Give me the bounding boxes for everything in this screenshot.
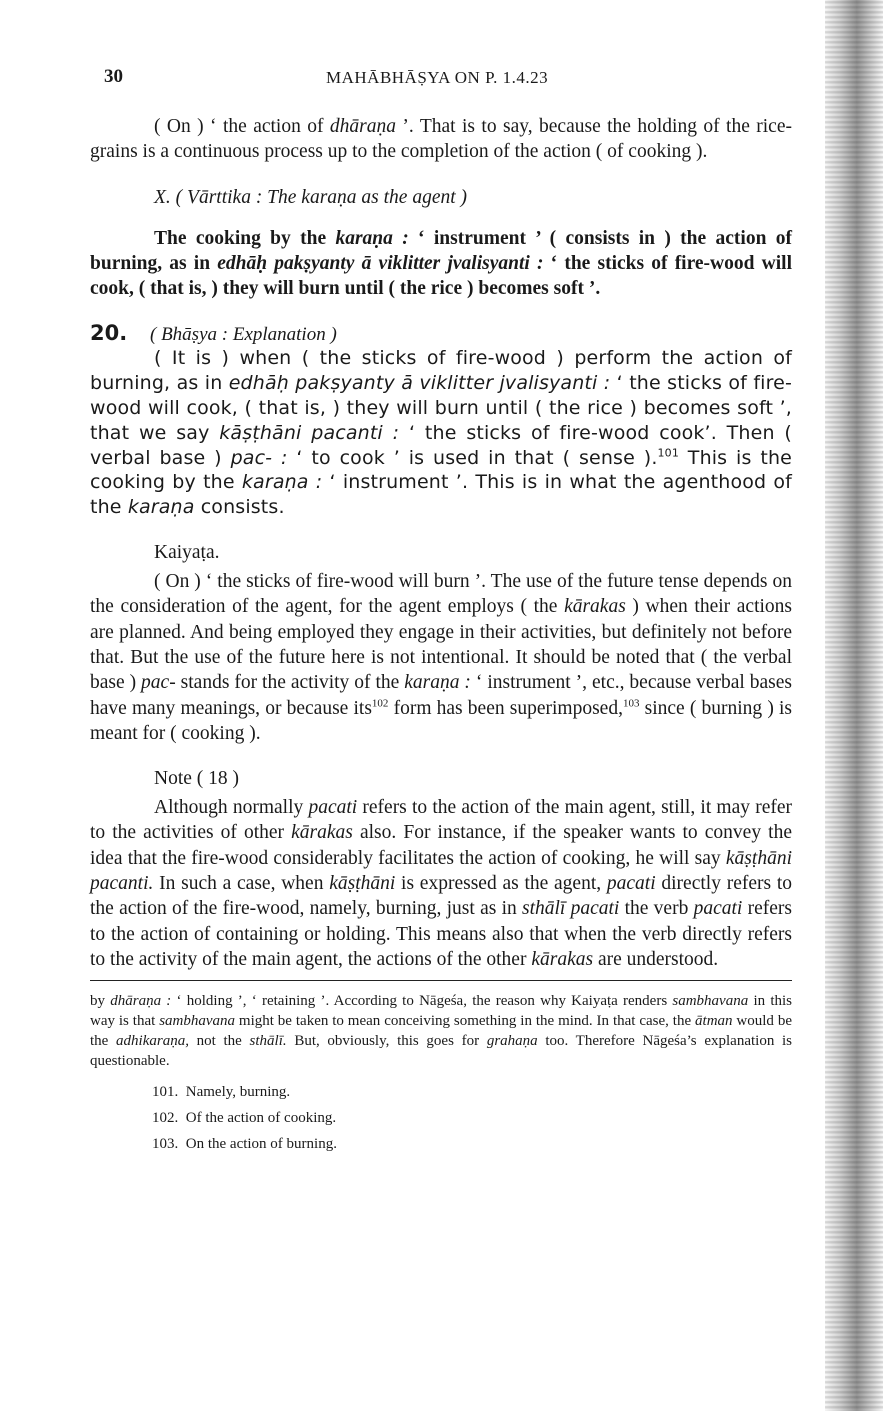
page-number: 30	[104, 66, 123, 87]
bhasya-heading	[90, 321, 792, 346]
footnote-continued: by dhāraṇa : ‘ holding ’, ‘ retaining ’. According to Nāgeśa, the reason why Kaiyaṭa renders sambhavana in this way is that sambhavana might be taken to mean conceiving something in the mind. In that case, the ātman would be the adhikaraṇa, not the sthālī. But, obviously, this goes for grahaṇa too. Therefore Nāgeśa’s explanation is questionable.	[90, 993, 793, 1070]
kaiyata-label: Kaiyaṭa.	[154, 542, 220, 564]
footnote-ref-101: 101	[657, 446, 679, 460]
bhasya-text: ( It is ) when ( the sticks of fire-wood ) perform the action of burning, as in edhāḥ pakṣyanty ā viklitter jvalisyanti : ‘ the sticks of fire-wood will cook, ( that is, ) they will burn until ( the rice ) becomes soft ’, that we say kāṣṭhāni pacanti : ‘ the sticks of fire-wood cook’. Then ( verbal base ) pac- : ‘ to cook ’ is used in that ( sense ).$^{101}$ This is the cooking by the karaṇa : ‘ instrument ’. This is in what the agenthood of the karaṇa consists.	[90, 347, 792, 519]
footnote-102: 102. Of the action of cooking.	[152, 1110, 337, 1127]
footnote-103: 103. On the action of burning.	[152, 1136, 337, 1153]
section-number: 20.	[90, 321, 128, 346]
page-header	[90, 62, 792, 98]
scanned-page-edge	[825, 0, 883, 1411]
kaiyata-text: ( On ) ‘ the sticks of fire-wood will burn ’. The use of the future tense depends on the consideration of the agent, for the agent employs ( the kārakas ) when their actions are planned. And being employed they engage in their activities, but definitely not before that. But the use of the future here is not intentional. It should be noted that ( the verbal base ) pac- stands for the activity of the karaṇa : ‘ instrument ’, etc., because verbal bases have many meanings, or because its$^{102}$ form has been superimposed,$^{103}$ since ( burning ) is meant for ( cooking ).	[90, 571, 792, 744]
footnote-block	[90, 991, 792, 1157]
paragraph-on-dharana: ( On ) ‘ the action of dhāraṇa ’. That is to say, because the holding of the rice-grains is a continuous process up to the completion of the action ( of cooking ).	[90, 116, 792, 163]
footnote-101: 101. Namely, burning.	[152, 1084, 291, 1101]
footnote-ref-102: 102	[371, 697, 389, 710]
varttika-heading: X. ( Vārttika : The karaṇa as the agent )	[154, 186, 468, 208]
footnote-list	[90, 1079, 792, 1157]
running-title: MAHĀBHĀṢYA ON P. 1.4.23	[326, 68, 549, 87]
bhasya-block	[90, 346, 792, 520]
section-title: ( Bhāṣya : Explanation )	[150, 324, 337, 346]
varttika-block	[90, 226, 792, 302]
footnote-divider	[90, 980, 792, 981]
note-label: Note ( 18 )	[154, 768, 240, 790]
note-text: Although normally pacati refers to the action of the main agent, still, it may refer to the activities of other kārakas also. For instance, if the speaker wants to convey the idea that the fire-wood considerably facilitates the action of cooking, he will say kāṣṭhāni pacanti. In such a case, when kāṣṭhāni is expressed as the agent, pacati directly refers to the action of the fire-wood, namely, burning, just as in sthālī pacati the verb pacati refers to the action of containing or holding. This means also that when the verb directly refers to the activity of the main agent, the actions of the other kārakas are understood.	[90, 797, 793, 970]
page-body	[90, 62, 792, 1157]
varttika-text: The cooking by the karaṇa : ‘ instrument ’ ( consists in ) the action of burning, as in edhāḥ pakṣyanty ā viklitter jvalisyanti : ‘ the sticks of fire-wood will cook, ( that is, ) they will burn until ( the rice ) becomes soft ’.	[90, 227, 793, 300]
footnote-ref-103: 103	[622, 697, 640, 710]
